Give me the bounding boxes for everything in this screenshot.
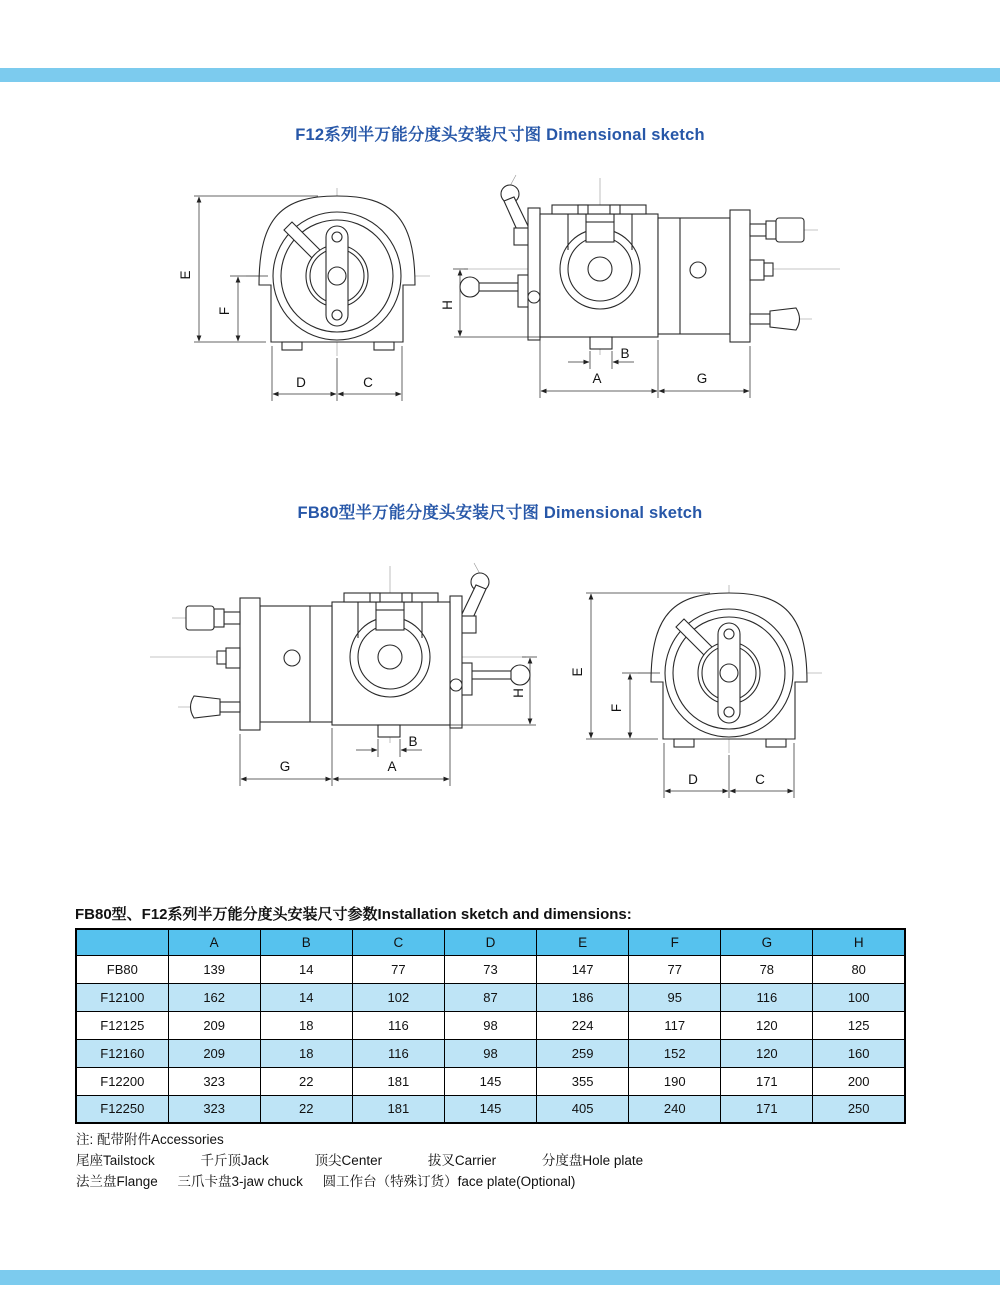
table-cell: 139 (168, 955, 260, 983)
table-cell: 77 (629, 955, 721, 983)
table-cell: 116 (721, 983, 813, 1011)
table-cell: 18 (260, 1011, 352, 1039)
accessories-notes (76, 1129, 643, 1192)
table-row (76, 955, 905, 983)
accessory-item: 法兰盘Flange (76, 1174, 158, 1189)
table-cell: 190 (629, 1067, 721, 1095)
dim-label-b: B (620, 346, 630, 361)
table-row (76, 983, 905, 1011)
table-cell: 116 (352, 1011, 444, 1039)
dim-label-g: G (696, 371, 708, 386)
table-cell: 160 (813, 1039, 905, 1067)
table-cell: 259 (537, 1039, 629, 1067)
fb80-section-title: FB80型半万能分度头安装尺寸图 Dimensional sketch (297, 504, 703, 522)
table-cell: 116 (352, 1039, 444, 1067)
table-row (76, 1011, 905, 1039)
table-cell: 200 (813, 1067, 905, 1095)
note-line-3 (76, 1171, 643, 1192)
table-cell: 100 (813, 983, 905, 1011)
table-cell: 162 (168, 983, 260, 1011)
table-cell: 181 (352, 1095, 444, 1123)
dim-label-g: G (279, 759, 291, 774)
table-cell: 22 (260, 1067, 352, 1095)
table-cell: 80 (813, 955, 905, 983)
table-cell: 152 (629, 1039, 721, 1067)
table-cell: 120 (721, 1039, 813, 1067)
table-cell: 224 (537, 1011, 629, 1039)
table-cell: 145 (444, 1067, 536, 1095)
table-cell: 405 (537, 1095, 629, 1123)
table-header-cell: E (537, 929, 629, 955)
table-cell: 171 (721, 1067, 813, 1095)
dim-label-d: D (296, 375, 306, 390)
dim-label-a: A (387, 759, 397, 774)
accessory-item: 千斤顶Jack (200, 1153, 269, 1168)
accessory-item: 尾座Tailstock (76, 1153, 155, 1168)
table-cell: 77 (352, 955, 444, 983)
dim-label-d: D (688, 772, 698, 787)
model-cell: F12160 (76, 1039, 168, 1067)
table-header-row (76, 929, 905, 955)
note-line-2 (76, 1150, 643, 1171)
dimensions-table (75, 928, 906, 1124)
note-line-1: 注: 配带附件Accessories (76, 1132, 224, 1147)
table-cell: 171 (721, 1095, 813, 1123)
fb80-side-view-drawing (130, 560, 550, 800)
table-cell: 95 (629, 983, 721, 1011)
top-accent-bar (0, 68, 1000, 82)
table-cell: 125 (813, 1011, 905, 1039)
dim-label-h: H (440, 300, 455, 310)
table-cell: 147 (537, 955, 629, 983)
dim-label-c: C (363, 375, 373, 390)
table-cell: 22 (260, 1095, 352, 1123)
table-cell: 209 (168, 1039, 260, 1067)
table-cell: 98 (444, 1039, 536, 1067)
dim-label-f: F (609, 703, 624, 713)
model-cell: F12250 (76, 1095, 168, 1123)
table-header-cell: A (168, 929, 260, 955)
table-cell: 181 (352, 1067, 444, 1095)
accessory-item: 三爪卡盘3-jaw chuck (177, 1174, 303, 1189)
table-cell: 98 (444, 1011, 536, 1039)
dividing-head-side-outline (460, 175, 804, 349)
dividing-head-side-outline-mirrored (186, 563, 530, 737)
table-cell: 145 (444, 1095, 536, 1123)
table-header-cell: H (813, 929, 905, 955)
table-cell: 120 (721, 1011, 813, 1039)
table-cell: 209 (168, 1011, 260, 1039)
f12-side-view-drawing (440, 172, 860, 412)
accessory-item: 顶尖Center (314, 1153, 383, 1168)
model-cell: F12100 (76, 983, 168, 1011)
accessory-item: 圆工作台（特殊订货）face plate(Optional) (322, 1174, 576, 1189)
table-cell: 250 (813, 1095, 905, 1123)
table-cell: 240 (629, 1095, 721, 1123)
table-row (76, 1039, 905, 1067)
f12-front-view-drawing (168, 180, 468, 410)
dim-label-e: E (178, 270, 193, 280)
dim-label-f: F (217, 306, 232, 316)
table-title: FB80型、F12系列半万能分度头安装尺寸参数Installation sketch and dimensions: (75, 906, 632, 923)
dim-label-b: B (408, 734, 418, 749)
table-cell: 323 (168, 1067, 260, 1095)
table-header-cell: B (260, 929, 352, 955)
dividing-head-front-outline (259, 196, 415, 350)
table-cell: 14 (260, 983, 352, 1011)
table-cell: 323 (168, 1095, 260, 1123)
table-cell: 117 (629, 1011, 721, 1039)
table-row (76, 1095, 905, 1123)
model-cell: FB80 (76, 955, 168, 983)
table-header-cell: D (444, 929, 536, 955)
table-cell: 78 (721, 955, 813, 983)
table-cell: 186 (537, 983, 629, 1011)
table-cell: 73 (444, 955, 536, 983)
table-cell: 14 (260, 955, 352, 983)
model-cell: F12200 (76, 1067, 168, 1095)
table-cell: 355 (537, 1067, 629, 1095)
dim-label-e: E (570, 667, 585, 677)
table-header-cell: C (352, 929, 444, 955)
fb80-front-view-drawing (560, 577, 860, 807)
table-row (76, 1067, 905, 1095)
table-cell: 87 (444, 983, 536, 1011)
accessory-item: 分度盘Hole plate (541, 1153, 644, 1168)
f12-section-title: F12系列半万能分度头安装尺寸图 Dimensional sketch (295, 126, 705, 144)
table-cell: 102 (352, 983, 444, 1011)
model-cell: F12125 (76, 1011, 168, 1039)
bottom-accent-bar (0, 1270, 1000, 1285)
table-header-cell (76, 929, 168, 955)
dim-label-h: H (511, 688, 526, 698)
dim-label-a: A (592, 371, 602, 386)
table-header-cell: G (721, 929, 813, 955)
dividing-head-front-outline (651, 593, 807, 747)
accessory-item: 拔叉Carrier (427, 1153, 497, 1168)
dim-label-c: C (755, 772, 765, 787)
table-cell: 18 (260, 1039, 352, 1067)
table-header-cell: F (629, 929, 721, 955)
